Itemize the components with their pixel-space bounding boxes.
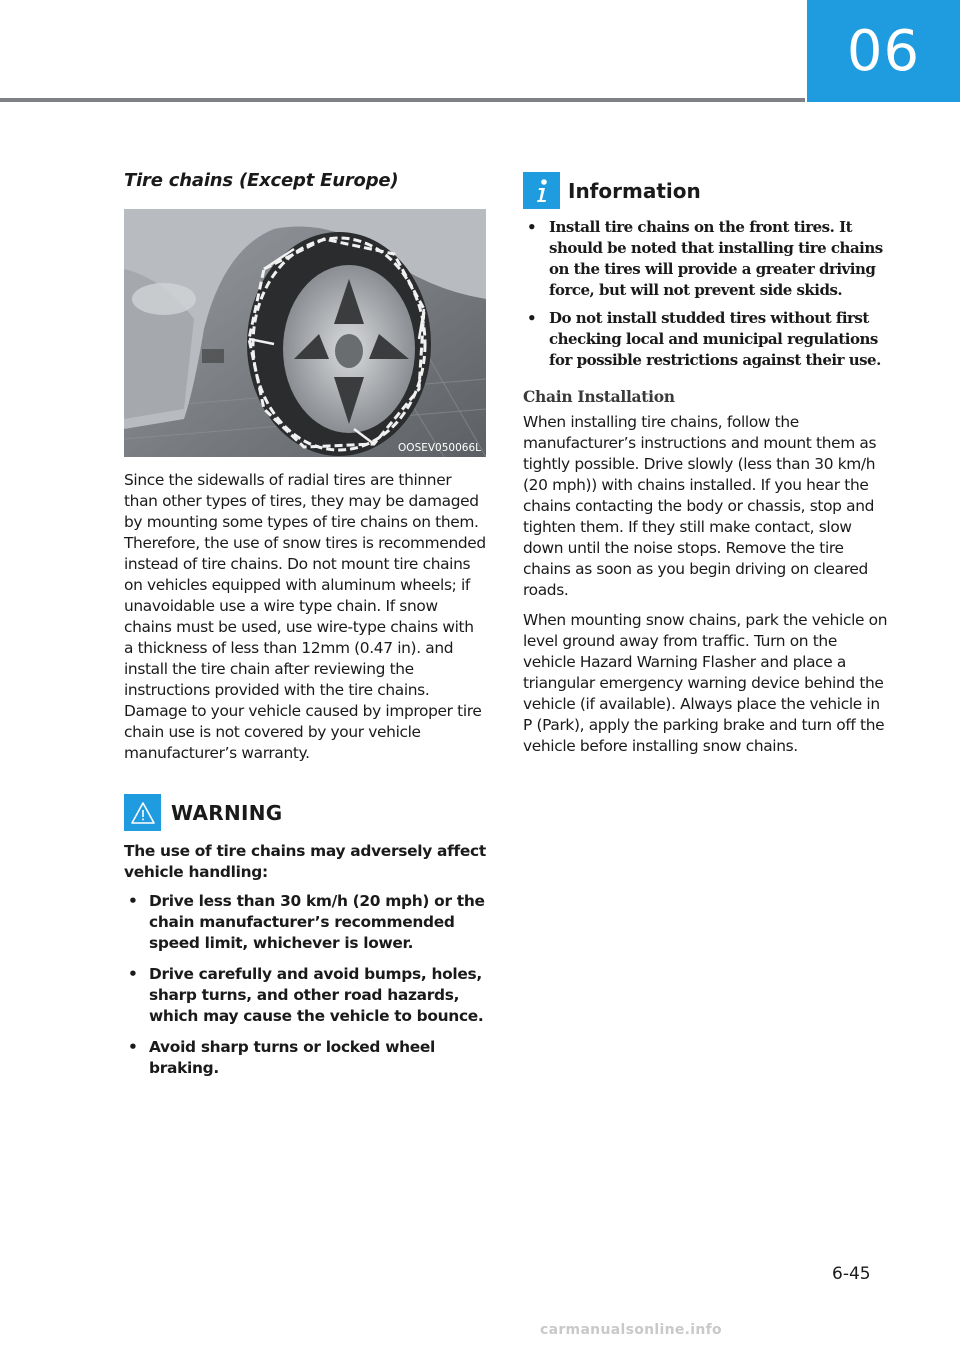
section-title: Tire chains (Except Europe) <box>124 170 399 191</box>
tire-chain-illustration <box>124 209 486 457</box>
page-number: 6-45 <box>832 1264 871 1284</box>
header-rule <box>0 98 805 102</box>
chain-installation-heading: Chain Installation <box>523 387 675 406</box>
warning-item: • Drive carefully and avoid bumps, holes, sharp turns, and other road hazards, which may cause the vehicle to bounce. <box>124 964 486 1027</box>
information-item: • Do not install studded tires without first checking local and municipal regulations for possible restrictions against their use. <box>523 308 889 371</box>
right-body-paragraph: When mounting snow chains, park the vehicle on level ground away from traffic. Turn on the vehicle Hazard Warning Flasher and place a triangular emergency warning device behind the vehicle (if available). Always place the vehicle in P (Park), apply the parking brake and turn off the vehicle before installing snow chains. <box>523 611 888 755</box>
warning-header <box>124 794 486 831</box>
warning-list <box>124 891 486 1079</box>
tire-chain-figure <box>124 209 486 457</box>
info-icon <box>523 172 560 209</box>
chapter-number: 06 <box>846 18 921 84</box>
information-list <box>523 217 889 371</box>
warning-item: • Avoid sharp turns or locked wheel braking. <box>124 1037 486 1079</box>
watermark: carmanualsonline.info <box>540 1322 722 1338</box>
left-column <box>124 170 486 1089</box>
figure-code: OOSEV050066L <box>398 442 481 454</box>
chapter-tab <box>807 0 960 102</box>
information-label: Information <box>568 178 701 203</box>
information-header <box>523 172 889 209</box>
information-item: • Install tire chains on the front tires. It should be noted that installing tire chains on the tires will provide a greater driving force, but will not prevent side skids. <box>523 217 889 301</box>
right-body-paragraph: When installing tire chains, follow the manufacturer’s instructions and mount them as tightly possible. Drive slowly (less than 30 km/h (20 mph)) with chains installed. If you hear the chains contacting the body or chassis, stop and tighten them. If they still make contact, slow down until the noise stops. Remove the tire chains as soon as you begin driving on cleared roads. <box>523 413 877 599</box>
right-column <box>523 172 889 757</box>
warning-item: • Drive less than 30 km/h (20 mph) or the chain manufacturer’s recommended speed limit, whichever is lower. <box>124 891 486 954</box>
warning-lead: The use of tire chains may adversely affect vehicle handling: <box>124 842 486 881</box>
warning-triangle-icon <box>124 794 161 831</box>
left-body-paragraph: Since the sidewalls of radial tires are thinner than other types of tires, they may be damaged by mounting some types of tire chains on them. Therefore, the use of snow tires is recommended instead of tire chains. Do not mount tire chains on vehicles equipped with aluminum wheels; if unavoidable use a wire type chain. If snow chains must be used, use wire-type chains with a thickness of less than 12mm (0.47 in). and install the tire chain after reviewing the instructions provided with the tire chains. Damage to your vehicle caused by improper tire chain use is not covered by your vehicle manufacturer’s warranty. <box>124 471 486 762</box>
warning-label: WARNING <box>171 800 283 825</box>
